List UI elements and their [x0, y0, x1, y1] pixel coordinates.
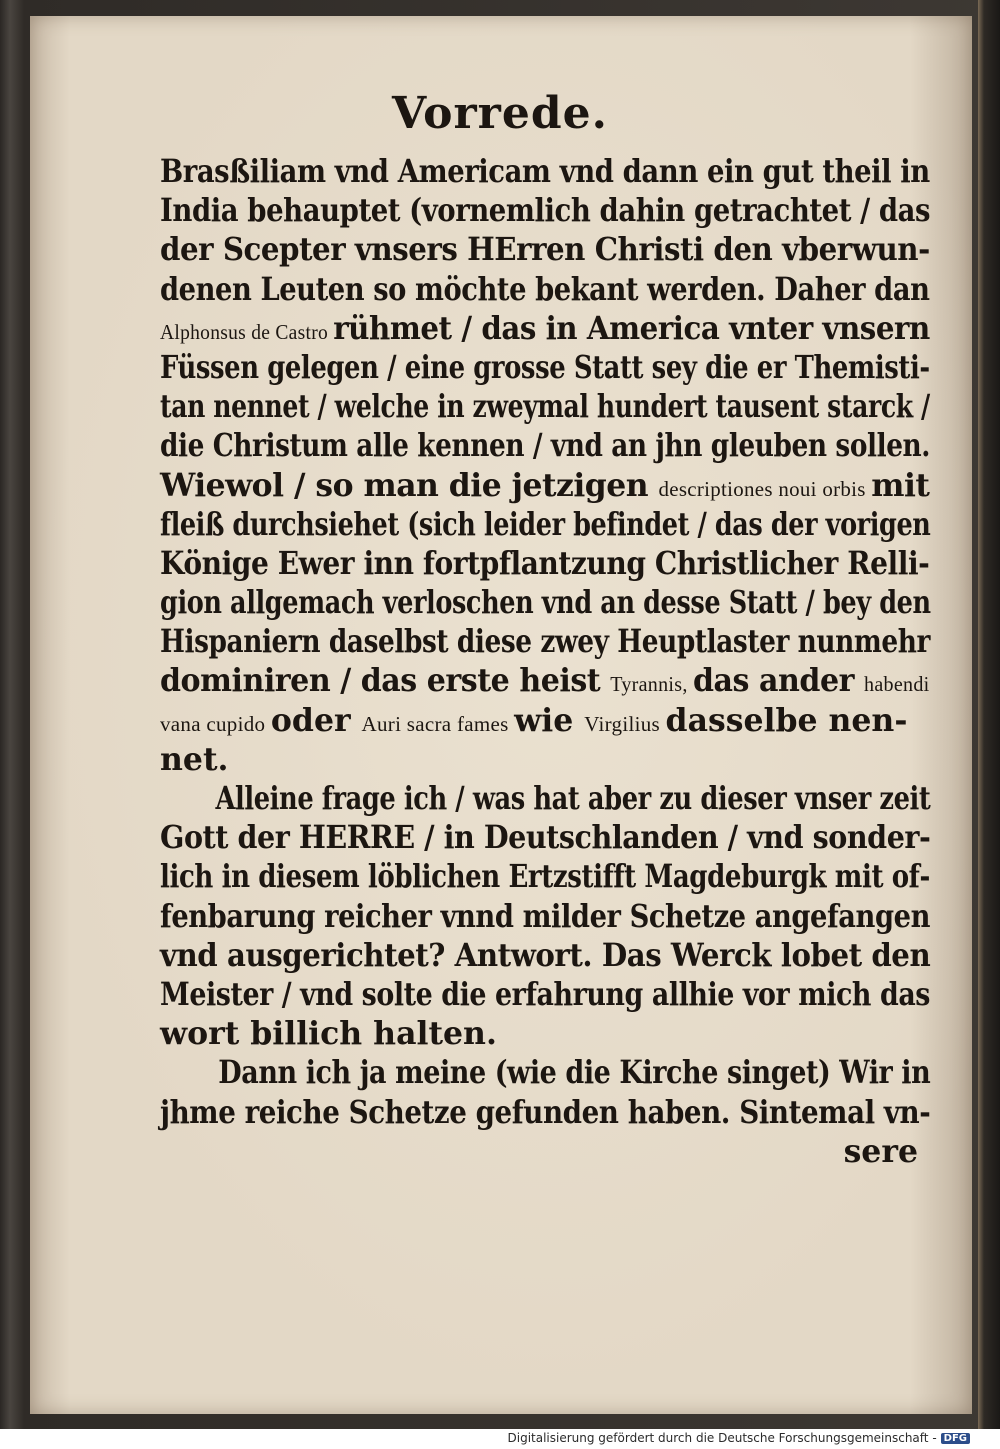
german-text: sere — [843, 1132, 918, 1170]
german-text: fenbarung reicher vnnd milder Schetze angefangen — [160, 897, 931, 935]
text-line — [160, 975, 931, 1014]
text-line — [160, 152, 930, 191]
german-text: India behauptet (vornemlich dahin getrachtet / das — [160, 192, 931, 230]
latin-phrase: habendi — [863, 672, 930, 697]
book-spine-edge — [978, 0, 1000, 1429]
german-text: jhme reiche Schetze gefunden haben. Sintemal vn‑ — [160, 1093, 931, 1131]
text-line — [160, 309, 930, 348]
german-text: gion allgemach verloschen vnd an desse Statt / bey den — [160, 584, 931, 622]
footer-credit-text: Digitalisierung gefördert durch die Deutsche Forschungsgemeinschaft - — [507, 1431, 937, 1445]
text-line — [160, 1014, 930, 1053]
page-body-text — [160, 152, 930, 1171]
text-line — [160, 230, 930, 269]
footer-bar — [0, 1429, 1000, 1449]
german-text: net. — [160, 740, 229, 778]
latin-phrase: Tyrannis, — [610, 672, 693, 697]
german-text: Gott der HERRE / in Deutschlanden / vnd sonder‑ — [160, 819, 931, 857]
latin-phrase: descriptiones noui orbis — [658, 476, 872, 501]
text-line — [160, 897, 931, 936]
german-text: dominiren / das erste heist — [160, 662, 611, 700]
text-line — [160, 857, 930, 896]
text-line — [160, 1053, 931, 1092]
german-text: dasselbe nen‑ — [665, 701, 908, 739]
text-line — [160, 779, 931, 818]
text-line — [160, 661, 930, 700]
text-line — [160, 387, 930, 426]
text-line — [160, 1132, 930, 1171]
german-text: Brasßiliam vnd Americam vnd dann ein gut theil in — [160, 153, 930, 190]
german-text: fleiß durchsiehet (sich leider befindet / das der vorigen — [160, 505, 931, 543]
text-line — [160, 544, 930, 583]
german-text: lich in diesem löblichen Ertzstifft Magdeburgk mit of‑ — [160, 858, 930, 896]
text-line — [160, 505, 931, 544]
text-line — [160, 583, 931, 622]
german-text: mit — [871, 466, 930, 504]
latin-phrase: Alphonsus de Castro — [160, 319, 334, 344]
german-text: denen Leuten so möchte bekant werden. Daher dan — [160, 270, 930, 308]
latin-phrase: Auri sacra fames — [361, 711, 515, 736]
german-text: wie — [514, 701, 585, 739]
german-text: Hispaniern daselbst diese zwey Heuptlaster nunmehr — [160, 623, 931, 661]
german-text: das ander — [692, 662, 864, 700]
text-line — [160, 622, 931, 661]
german-text: Meister / vnd solte die erfahrung allhie vor mich das — [160, 975, 931, 1013]
running-head: Vorrede. — [392, 88, 608, 139]
german-text: tan nennet / welche in zweymal hundert tausent starck / — [160, 388, 930, 426]
latin-phrase: vana cupido — [160, 711, 271, 736]
text-line — [160, 740, 930, 779]
german-text: der Scepter vnsers HErren Christi den vberwun‑ — [160, 231, 930, 269]
german-text: Dann ich ja meine (wie die Kirche singet) Wir in — [218, 1054, 931, 1092]
text-line — [160, 191, 931, 230]
text-line — [160, 936, 931, 975]
german-text: die Christum alle kennen / vnd an jhn gleuben sollen. — [160, 427, 931, 465]
text-line — [160, 701, 930, 740]
german-text: wort billich halten. — [160, 1015, 497, 1053]
latin-phrase: Virgilius — [584, 711, 666, 736]
text-line — [160, 348, 930, 387]
text-line — [160, 818, 931, 857]
german-text: Alleine frage ich / was hat aber zu dieser vnser zeit — [215, 780, 931, 817]
german-text: oder — [270, 701, 362, 739]
text-line — [160, 426, 931, 465]
text-line — [160, 466, 928, 505]
dfg-logo: DFG — [941, 1433, 970, 1444]
german-text: vnd ausgerichtet? Antwort. Das Werck lobet den — [160, 936, 931, 974]
footer-credit — [508, 1431, 971, 1445]
text-line — [160, 270, 930, 309]
text-line — [160, 1093, 931, 1132]
german-text: Könige Ewer inn fortpflantzung Christlicher Relli‑ — [160, 544, 930, 582]
german-text: Füssen gelegen / eine grosse Statt sey die er Themisti‑ — [160, 348, 930, 386]
german-text: Wiewol / so man die jetzigen — [160, 466, 659, 504]
german-text: rühmet / das in America vnter vnsern — [333, 309, 930, 347]
